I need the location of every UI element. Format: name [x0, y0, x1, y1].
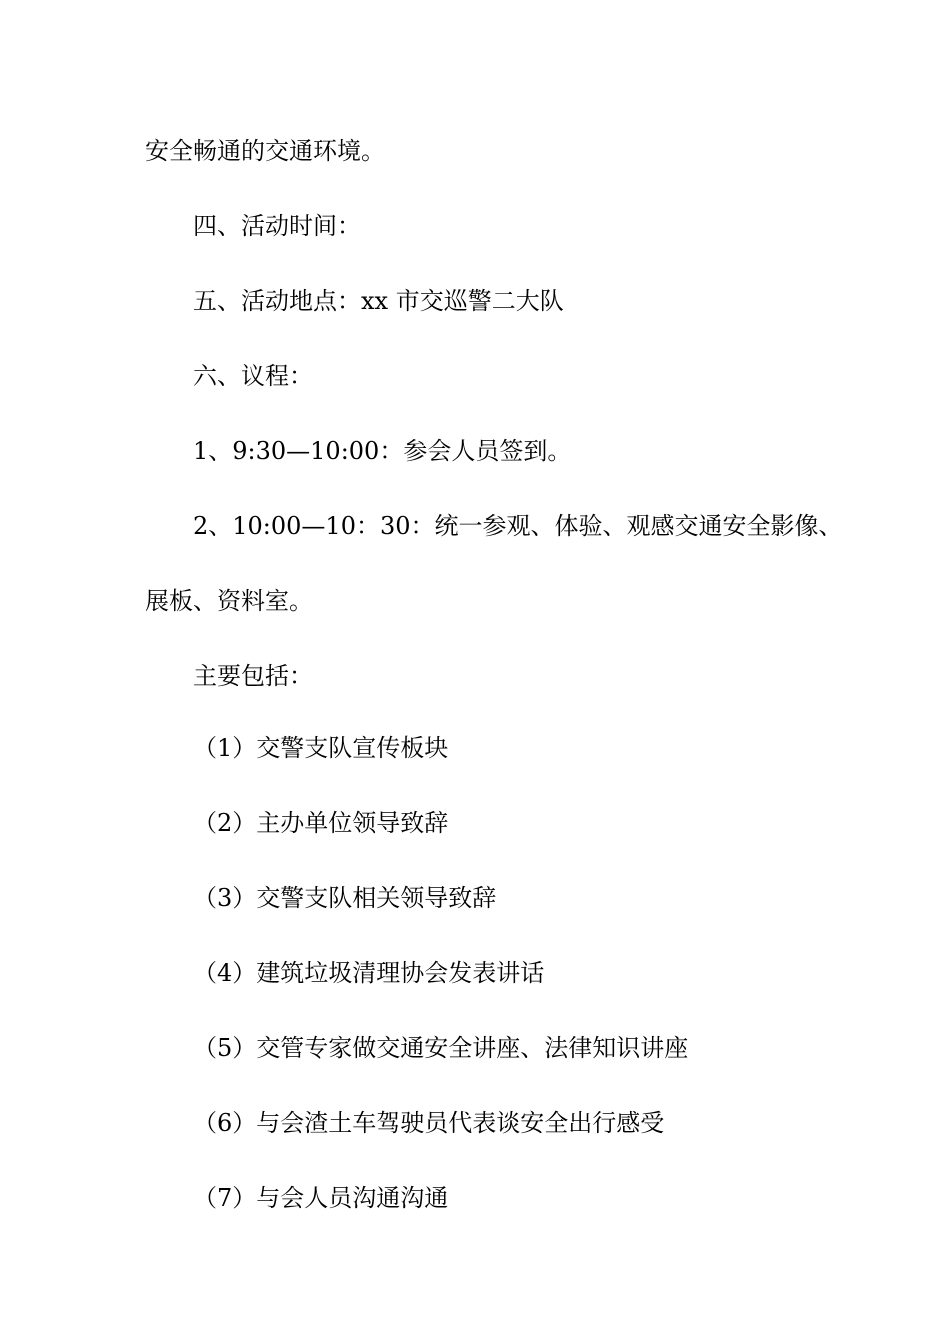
agenda-item-2: 2、10:00—10：30：统一参观、体验、观感交通安全影像、 [193, 512, 843, 540]
agenda-item-2-continuation: 展板、资料室。 [145, 587, 313, 615]
paragraph-continuation: 安全畅通的交通环境。 [145, 137, 385, 165]
list-item: （2）主办单位领导致辞 [193, 809, 449, 837]
list-item: （6）与会渣土车驾驶员代表谈安全出行感受 [193, 1109, 665, 1137]
list-item: （5）交管专家做交通安全讲座、法律知识讲座 [193, 1034, 689, 1062]
section-activity-time: 四、活动时间： [193, 212, 361, 240]
list-item: （1）交警支队宣传板块 [193, 734, 449, 762]
list-item: （7）与会人员沟通沟通 [193, 1184, 449, 1212]
agenda-item-1: 1、9:30—10:00：参会人员签到。 [193, 437, 572, 465]
section-agenda-heading: 六、议程： [193, 362, 313, 390]
list-item: （3）交警支队相关领导致辞 [193, 884, 497, 912]
list-item: （4）建筑垃圾清理协会发表讲话 [193, 959, 545, 987]
main-contents-heading: 主要包括： [193, 662, 313, 690]
section-activity-location: 五、活动地点：xx 市交巡警二大队 [193, 287, 564, 315]
